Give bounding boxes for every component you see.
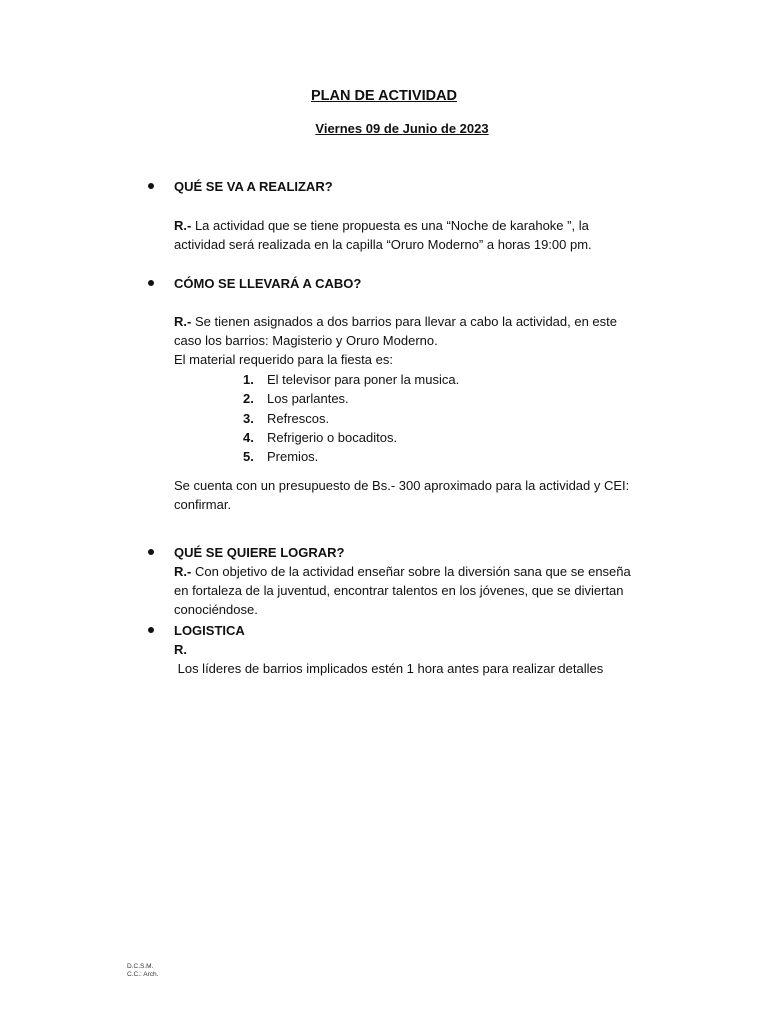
document-title: PLAN DE ACTIVIDAD xyxy=(310,88,458,104)
answer-text: Se tienen asignados a dos barrios para llevar a cabo la actividad, en este xyxy=(191,314,617,329)
list-item xyxy=(243,370,459,389)
bullet-icon xyxy=(148,280,154,286)
list-number: 1. xyxy=(243,372,254,387)
answer-line: actividad será realizada en la capilla “Oruro Moderno” a horas 19:00 pm. xyxy=(174,237,592,252)
section-heading-2 xyxy=(148,274,361,293)
answer-text: La actividad que se tiene propuesta es una “Noche de karahoke ”, la xyxy=(191,218,589,233)
list-text: Premios. xyxy=(267,449,319,465)
answer-prefix xyxy=(174,640,675,659)
materials-list xyxy=(243,370,459,466)
bullet-icon xyxy=(148,627,154,633)
section-answer-4 xyxy=(174,640,675,678)
answer-line xyxy=(174,562,675,581)
answer-prefix: R.- xyxy=(174,564,192,579)
budget-line: Se cuenta con un presupuesto de Bs.- 300 aproximado para la actividad y CEI: xyxy=(174,478,630,493)
heading-text: QUÉ SE QUIERE LOGRAR? xyxy=(174,545,345,560)
answer-line: caso los barrios: Magisterio y Oruro Moderno. xyxy=(174,333,438,348)
list-number: 3. xyxy=(243,410,254,426)
section-answer-3 xyxy=(174,562,675,619)
section-heading-3 xyxy=(148,543,344,562)
section-heading-4 xyxy=(148,621,245,640)
answer-line: El material requerido para la fiesta es: xyxy=(174,352,393,367)
list-item xyxy=(243,447,459,466)
budget-line: confirmar. xyxy=(174,497,232,512)
answer-line: Los líderes de barrios implicados estén 1 hora antes para realizar detalles xyxy=(174,661,604,676)
answer-line xyxy=(174,216,675,235)
list-number: 4. xyxy=(243,429,254,445)
budget-paragraph xyxy=(174,476,675,514)
document-date: Viernes 09 de Junio de 2023 xyxy=(315,121,489,136)
answer-prefix: R.- xyxy=(174,218,192,233)
section-answer-1 xyxy=(174,216,675,254)
answer-line: en fortaleza de la juventud, encontrar talentos en los jóvenes, que se diviertan xyxy=(174,583,624,598)
answer-line xyxy=(174,312,675,331)
heading-text: QUÉ SE VA A REALIZAR? xyxy=(174,179,333,194)
list-text: El televisor para poner la musica. xyxy=(267,372,460,387)
answer-text: Con objetivo de la actividad enseñar sobre la diversión sana que se enseña xyxy=(191,564,631,579)
heading-text: CÓMO SE LLEVARÁ A CABO? xyxy=(174,276,362,291)
list-text: Refrigerio o bocaditos. xyxy=(267,429,398,445)
answer-prefix: R.- xyxy=(174,314,192,329)
list-item xyxy=(243,409,459,428)
footer-line: C.C.: Arch. xyxy=(127,971,159,978)
answer-prefix-text: R. xyxy=(174,642,187,657)
bullet-icon xyxy=(148,183,154,189)
section-answer-2 xyxy=(174,312,675,369)
list-text: Los parlantes. xyxy=(267,391,349,407)
list-number: 5. xyxy=(243,449,254,465)
list-item xyxy=(243,428,459,447)
bullet-icon xyxy=(148,549,154,555)
document-footer xyxy=(127,963,158,979)
list-item xyxy=(243,389,459,408)
heading-text: LOGISTICA xyxy=(174,623,245,638)
list-text: Refrescos. xyxy=(267,410,330,426)
section-heading-1 xyxy=(148,177,333,196)
list-number: 2. xyxy=(243,391,254,407)
footer-line: D.C.S.M. xyxy=(127,963,154,970)
answer-line: conociéndose. xyxy=(174,602,258,617)
